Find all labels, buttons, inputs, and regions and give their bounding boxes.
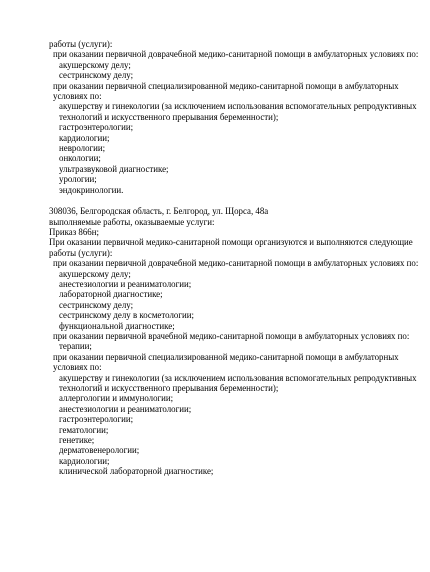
address-line: 308036, Белгородская область, г. Белгород, ул. Щорса, 48а	[49, 206, 269, 217]
text-line: урологии;	[59, 174, 97, 185]
document-page	[49, 39, 419, 477]
text-line: клинической лабораторной диагностике;	[59, 466, 214, 477]
text-line: сестринскому делу;	[59, 299, 134, 310]
text-line: кардиологии;	[59, 132, 110, 143]
text-line: функциональной диагностике;	[59, 320, 175, 331]
text-line: Приказ 866н;	[49, 226, 99, 237]
text-line: онкологии;	[59, 153, 101, 164]
text-line: акушерскому делу;	[59, 268, 131, 279]
text-line: анестезиологии и реаниматологии;	[59, 278, 192, 289]
text-line: при оказании первичной доврачебной медико-санитарной помощи в амбулаторных условиях по:	[53, 49, 419, 60]
text-line: работы (услуги):	[49, 39, 113, 49]
text-line: при оказании первичной специализированной медико-санитарной помощи в амбулаторных условиях по:	[53, 80, 399, 102]
text-line: При оказании первичной медико-санитарной помощи организуются и выполняются следующие работы (услуги):	[49, 237, 413, 258]
text-line: сестринскому делу;	[59, 70, 134, 81]
text-line: терапии;	[59, 341, 92, 352]
text-line: гастроэнтерологии;	[59, 414, 134, 425]
text-line: лабораторной диагностике;	[59, 289, 163, 300]
text-line: акушерскому делу;	[59, 59, 131, 70]
text-line: неврологии;	[59, 143, 106, 154]
text-line: сестринскому делу в косметологии;	[59, 310, 194, 321]
text-line: выполняемые работы, оказываемые услуги:	[49, 216, 215, 227]
text-line: анестезиологии и реаниматологии;	[59, 403, 192, 414]
text-line: ультразвуковой диагностике;	[59, 163, 169, 174]
text-line: акушерству и гинекологии (за исключением использования вспомогательных репродуктивных технологий и искусственного прерывания беременности);	[59, 101, 417, 122]
text-line: акушерству и гинекологии (за исключением использования вспомогательных репродуктивных технологий и искусственного прерывания беременности);	[59, 372, 417, 393]
text-line: гастроэнтерологии;	[59, 122, 134, 133]
text-line: при оказании первичной специализированной медико-санитарной помощи в амбулаторных условиях по:	[53, 351, 399, 373]
text-line: эндокринологии.	[59, 184, 124, 195]
paragraph-gap	[49, 195, 419, 206]
text-line: аллергологии и иммунологии;	[59, 393, 174, 404]
text-line: при оказании первичной доврачебной медико-санитарной помощи в амбулаторных условиях по:	[53, 258, 419, 269]
text-line: гематологии;	[59, 424, 109, 435]
text-line: дерматовенерологии;	[59, 445, 140, 456]
text-line: кардиологии;	[59, 455, 110, 466]
text-line: генетике;	[59, 435, 95, 446]
text-line: при оказании первичной врачебной медико-санитарной помощи в амбулаторных условиях по:	[53, 330, 410, 341]
